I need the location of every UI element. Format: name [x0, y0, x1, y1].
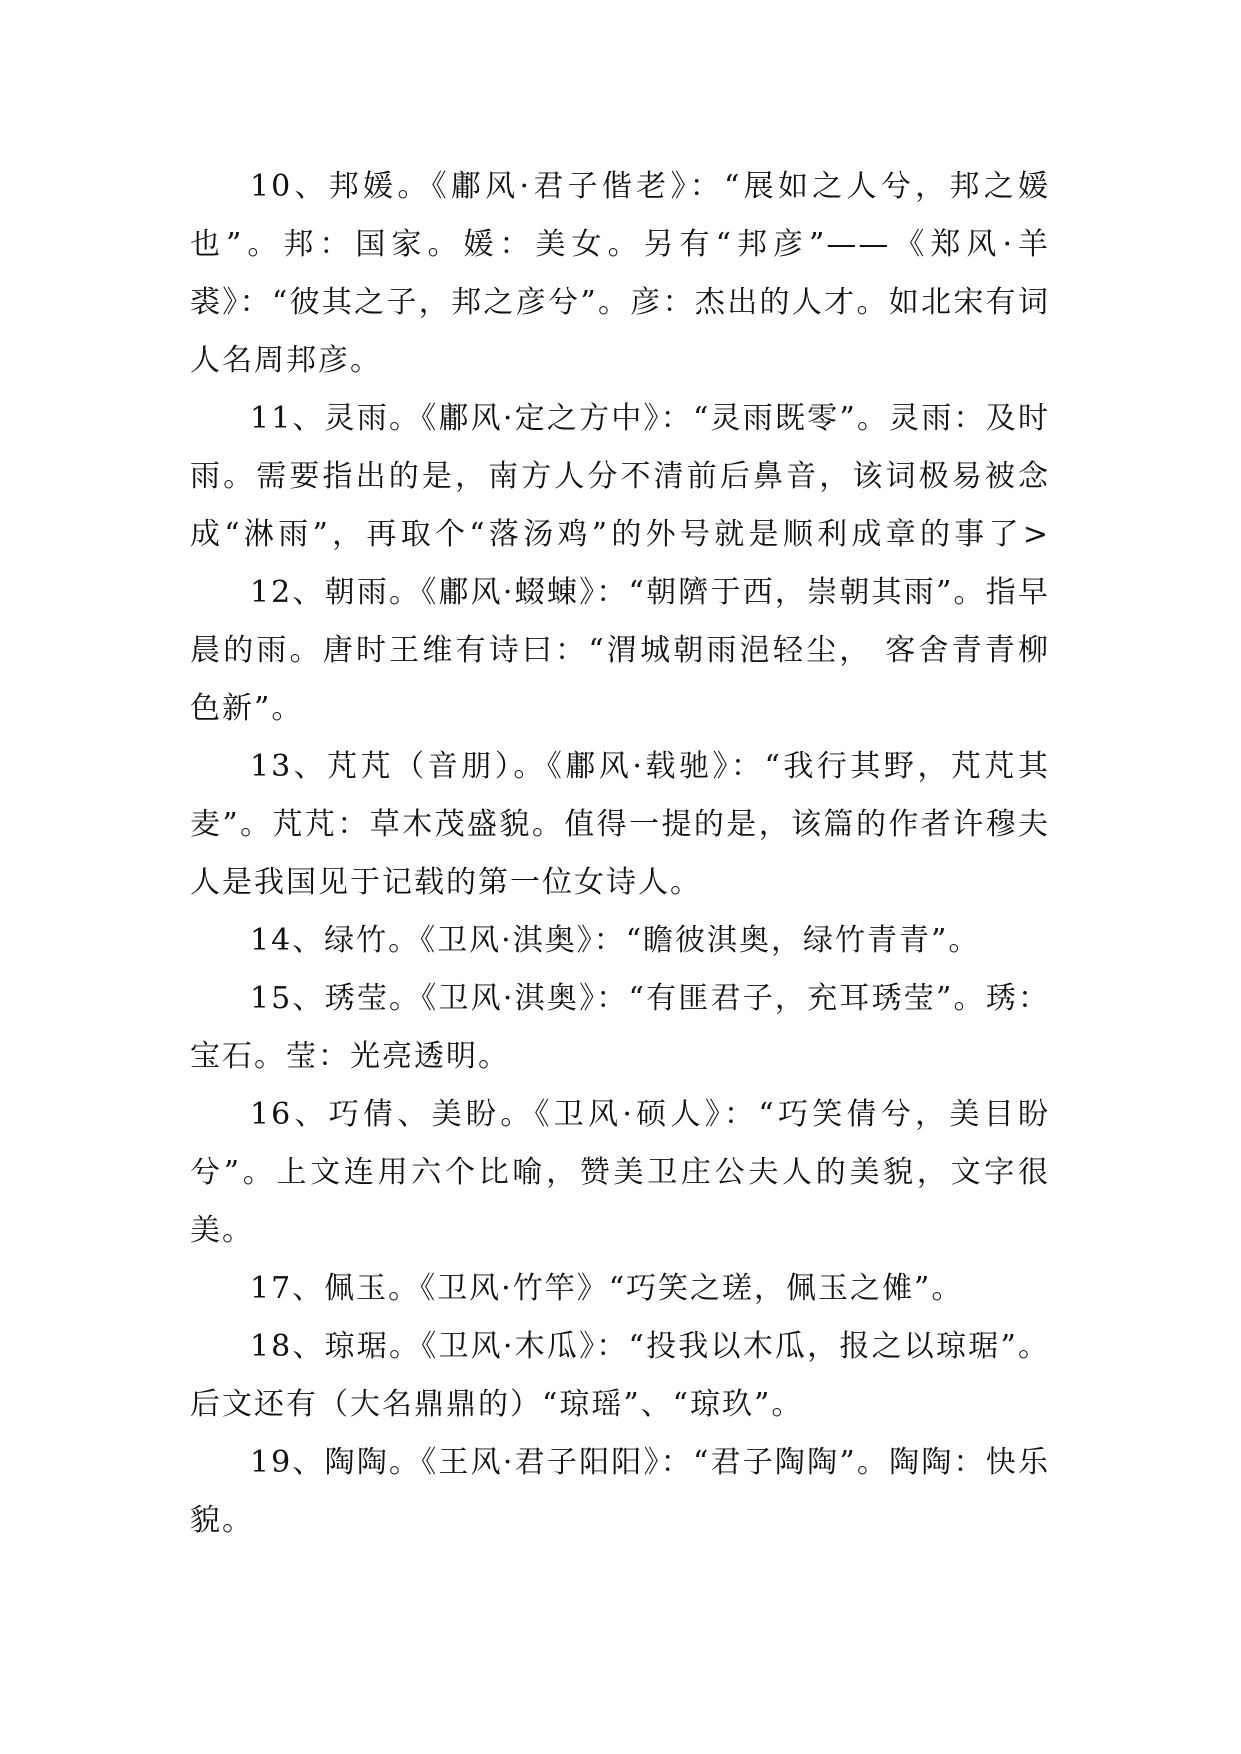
paragraph-15-text: 15、琇莹。《卫风·淇奥》：“有匪君子，充耳琇莹”。琇：宝石。莹：光亮透明。 — [190, 981, 1050, 1074]
paragraph-10 — [190, 158, 1050, 390]
paragraph-13-text: 13、芃芃（音朋）。《鄘风·载驰》：“我行其野，芃芃其麦”。芃芃：草木茂盛貌。值得一提的是，该篇的作者许穆夫人是我国见于记载的第一位女诗人。 — [190, 749, 1050, 900]
paragraph-13 — [190, 738, 1050, 912]
paragraph-16-text: 16、巧倩、美盼。《卫风·硕人》：“巧笑倩兮，美目盼兮”。上文连用六个比喻，赞美卫庄公夫人的美貌，文字很美。 — [190, 1097, 1050, 1248]
paragraph-17-text: 17、佩玉。《卫风·竹竿》“巧笑之瑳，佩玉之傩”。 — [250, 1271, 964, 1306]
paragraph-18-text: 18、琼琚。《卫风·木瓜》：“投我以木瓜，报之以琼琚”。后文还有（大名鼎鼎的）“琼瑶”、“琼玖”。 — [190, 1329, 1050, 1422]
paragraph-14-text: 14、绿竹。《卫风·淇奥》：“瞻彼淇奥，绿竹青青”。 — [250, 923, 981, 958]
paragraph-11-text: 11、灵雨。《鄘风·定之方中》：“灵雨既零”。灵雨：及时雨。需要指出的是，南方人分不清前后鼻音，该词极易被念成“淋雨”，再取个“落汤鸡”的外号就是顺利成章的事了> — [190, 401, 1050, 552]
paragraph-18 — [190, 1318, 1050, 1434]
paragraph-16 — [190, 1086, 1050, 1260]
paragraph-11 — [190, 390, 1050, 738]
document-body — [190, 158, 1050, 1550]
paragraph-10-text: 10、邦媛。《鄘风·君子偕老》：“展如之人兮，邦之媛也”。邦：国家。媛：美女。另有“邦彦”——《郑风·羊裘》：“彼其之子，邦之彦兮”。彦：杰出的人才。如北宋有词人名周邦彦。 — [190, 169, 1050, 378]
paragraph-15 — [190, 970, 1050, 1086]
paragraph-19 — [190, 1434, 1050, 1550]
paragraph-19-text: 19、陶陶。《王风·君子阳阳》：“君子陶陶”。陶陶：快乐貌。 — [190, 1445, 1050, 1538]
paragraph-12-text: 12、朝雨。《鄘风·蝃蝀》：“朝隮于西，崇朝其雨”。指早晨的雨。唐时王维有诗曰：“渭城朝雨浥轻尘， 客舍青青柳色新”。 — [190, 575, 1050, 726]
paragraph-14 — [190, 912, 1050, 970]
paragraph-17 — [190, 1260, 1050, 1318]
